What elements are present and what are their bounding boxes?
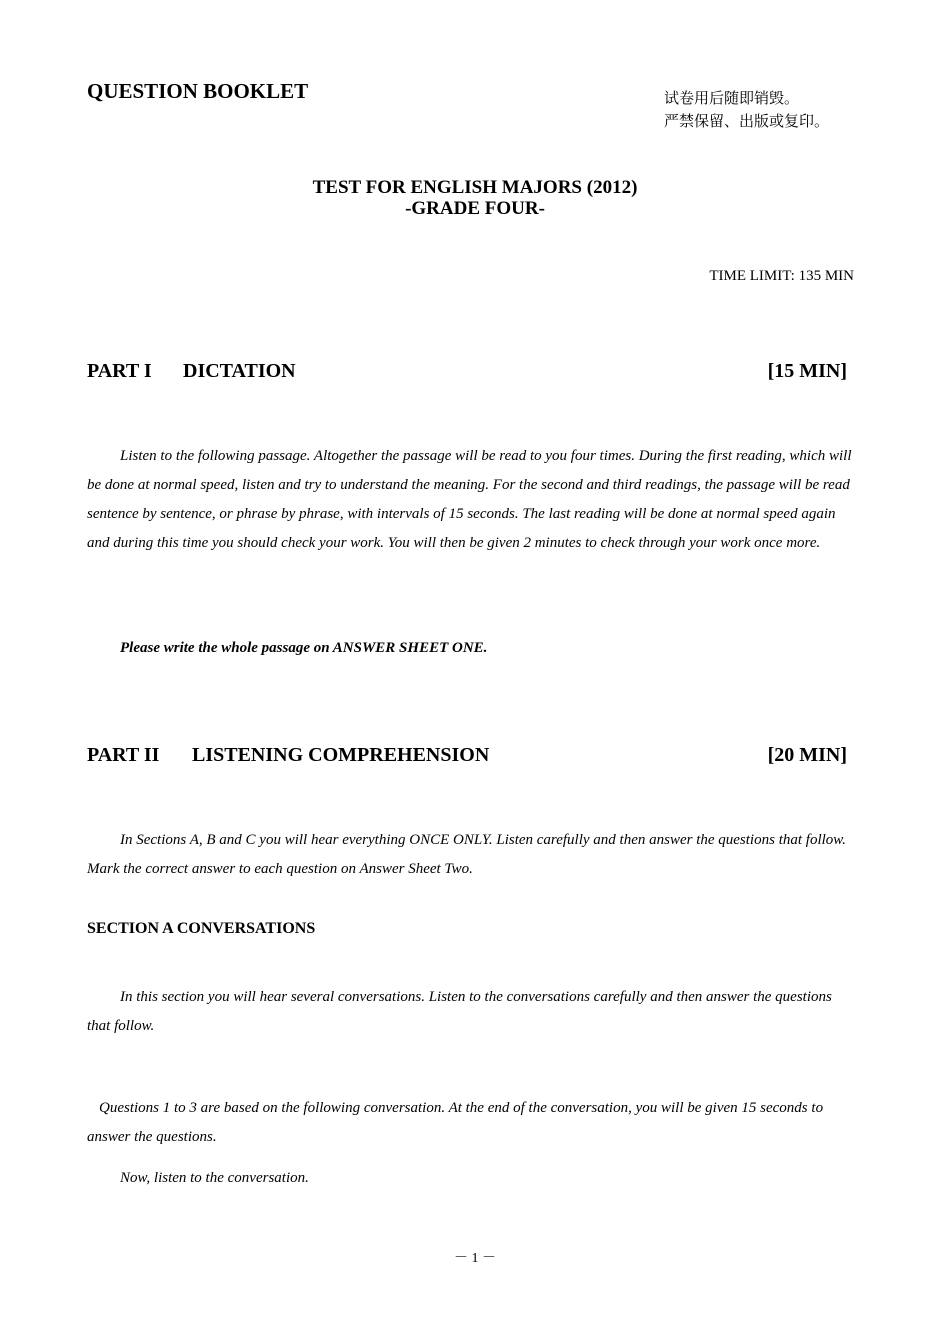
page-number: － 1 － — [454, 1251, 496, 1266]
part-1-name: DICTATION — [183, 360, 296, 382]
test-title-line-1: TEST FOR ENGLISH MAJORS (2012) — [312, 177, 638, 198]
part-1-number: PART I — [87, 360, 152, 382]
part-2-name: LISTENING COMPREHENSION — [192, 744, 490, 766]
test-title — [0, 177, 950, 219]
section-a-heading: SECTION A CONVERSATIONS — [87, 920, 316, 937]
part-2-instructions: In Sections A, B and C you will hear everything ONCE ONLY. Listen carefully and then answer the questions that follow. Mark the correct answer to each question on Answer Sheet Two. — [87, 832, 846, 877]
part-2-heading — [87, 744, 847, 767]
test-title-line-2: -GRADE FOUR- — [405, 198, 545, 219]
booklet-title: QUESTION BOOKLET — [87, 79, 309, 103]
part-1-instructions: Listen to the following passage. Altogether the passage will be read to you four times. During the first reading, which will be done at normal speed, listen and try to understand the meaning. For the second and third readings, the passage will be read sentence by sentence, or phrase by phrase, with intervals of 15 seconds. The last reading will be done at normal speed again and during this time you should check your work. You will then be given 2 minutes to check through your work once more. — [87, 448, 852, 551]
part-1-note: Please write the whole passage on ANSWER SHEET ONE. — [120, 640, 488, 656]
listen-prompt: Now, listen to the conversation. — [120, 1170, 309, 1186]
part-1-time: [15 MIN] — [767, 360, 847, 382]
confidentiality-notice — [664, 87, 829, 133]
part-1-heading — [87, 360, 847, 383]
part-2-number: PART II — [87, 744, 160, 766]
questions-1-3-intro: Questions 1 to 3 are based on the following conversation. At the end of the conversation, you will be given 15 seconds to answer the questions. — [87, 1100, 824, 1145]
time-limit: TIME LIMIT: 135 MIN — [709, 268, 854, 284]
notice-line-2: 严禁保留、出版或复印。 — [664, 112, 830, 130]
section-a-instructions: In this section you will hear several conversations. Listen to the conversations carefully and then answer the questions that follow. — [87, 989, 832, 1034]
part-2-time: [20 MIN] — [767, 744, 847, 766]
notice-line-1: 试卷用后随即销毁。 — [664, 89, 800, 107]
